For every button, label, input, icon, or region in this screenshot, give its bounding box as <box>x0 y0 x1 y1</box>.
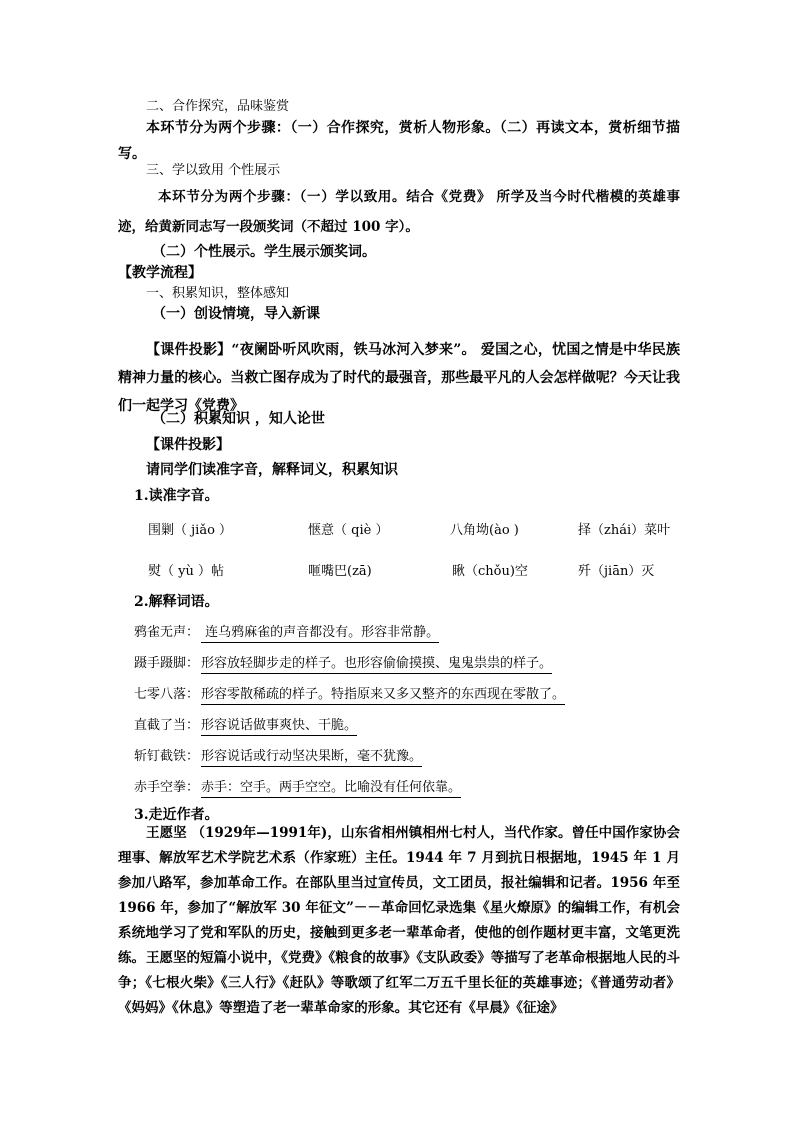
definition-term: 直截了当： <box>134 718 200 733</box>
definition-term: 七零八落： <box>134 687 200 702</box>
definition-text: 赤手：空手。两手空空。比喻没有任何依靠。 <box>201 780 461 798</box>
section2-heading: 二、合作探究，品味鉴赏 <box>146 99 290 114</box>
author-title: 3.走近作者。 <box>134 807 219 823</box>
pronunciation-title: 1.读准字音。 <box>134 488 219 504</box>
definition-item <box>134 624 439 642</box>
definition-item <box>134 779 461 797</box>
section3-step2: （二）个性展示。学生展示颁奖词。 <box>152 244 376 260</box>
pinyin-item: 熨（ yù ）帖 <box>148 564 224 579</box>
flow-sub2: （二）积累知识 ，知人论世 <box>152 411 325 427</box>
definition-item <box>134 686 565 704</box>
definition-text: 形容零散稀疏的样子。特指原来又多又整齐的东西现在零散了。 <box>201 687 565 705</box>
flow-part1: 一、积累知识，整体感知 <box>146 286 290 301</box>
definition-item <box>134 655 552 673</box>
definition-term: 鸦雀无声： <box>134 625 200 640</box>
pinyin-item: 瞅（chǒu)空 <box>452 564 528 579</box>
pinyin-item: 咂嘴巴(zā) <box>308 564 372 579</box>
definition-text: 形容放轻脚步走的样子。也形容偷偷摸摸、鬼鬼祟祟的样子。 <box>201 656 552 674</box>
section3-body: 本环节分为两个步骤：（一）学以致用。结合《党费》 所学及当今时代楷模的英雄事迹，给黄新同志写一段颁奖词（不超过 100 字）。 <box>118 189 680 235</box>
definitions-title: 2.解释词语。 <box>134 594 219 610</box>
projection-label: 【课件投影】 <box>146 437 230 453</box>
author-paragraph-2: 王愿坚的短篇小说中，《党费》《粮食的故事》《支队政委》等描写了老革命根据地人民的斗争；《七根火柴》《三人行》《赶队》等歌颂了红军二万五千里长征的英雄事迹；《普通劳动者》《妈妈》《休息》等塑造了老一辈革命家的形象。其它还有《早晨》《征途》 <box>118 950 680 1016</box>
projection-paragraph: 【课件投影】“夜阑卧听风吹雨，铁马冰河入梦来”。 爱国之心，忧国之情是中华民族精神力量的核心。当救亡图存成为了时代的最强音，那些最平凡的人会怎样做呢？今天让我们一起学习《党费》 <box>118 342 680 414</box>
instruction: 请同学们读准字音，解释词义，积累知识 <box>146 462 398 478</box>
definition-item <box>134 717 357 735</box>
definition-term: 蹑手蹑脚： <box>134 656 200 671</box>
definition-term: 赤手空拳： <box>134 780 200 795</box>
definition-term: 斩钉截铁： <box>134 749 200 764</box>
author-paragraph-1: 王愿坚 （1929年—1991年)，山东省相州镇相州七村人，当代作家。曾任中国作家协会理事、解放军艺术学院艺术系（作家班）主任。1944 年 7 月到抗日根据地，1945 年 1 月参加八路军，参加革命工作。在部队里当过宣传员，文工团员，报社编辑和记者。1956 年至 1966 年，参加了“解放军 30 年征文”－－革命回忆录选集《星火燎原》的编辑工作，有机会系统地学习了党和军队的历史，接触到更多老一辈革命者，使他的创作题材更丰富，文笔更洗练。 <box>118 825 680 966</box>
pinyin-item: 歼（jiān）灭 <box>578 564 655 579</box>
definition-text: 形容说话或行动坚决果断，毫不犹豫。 <box>201 749 422 767</box>
pinyin-item: 择（zhái）菜叶 <box>578 523 671 538</box>
section3-heading: 三、学以致用 个性展示 <box>146 163 281 178</box>
flow-sub1: （一）创设情境，导入新课 <box>152 306 320 322</box>
pinyin-item: 惬意（ qiè ） <box>308 523 389 538</box>
definition-item <box>134 748 422 766</box>
definition-text: 连乌鸦麻雀的声音都没有。形容非常静。 <box>201 625 439 643</box>
section2-body: 本环节分为两个步骤：（一）合作探究，赏析人物形象。（二）再读文本，赏析细节描写。 <box>118 120 680 162</box>
pinyin-item: 围剿（ jiǎo ） <box>148 523 233 538</box>
flow-title: 【教学流程】 <box>118 265 202 281</box>
pinyin-item: 八角坳(ào ) <box>450 523 519 538</box>
definition-text: 形容说话做事爽快、干脆。 <box>201 718 357 736</box>
